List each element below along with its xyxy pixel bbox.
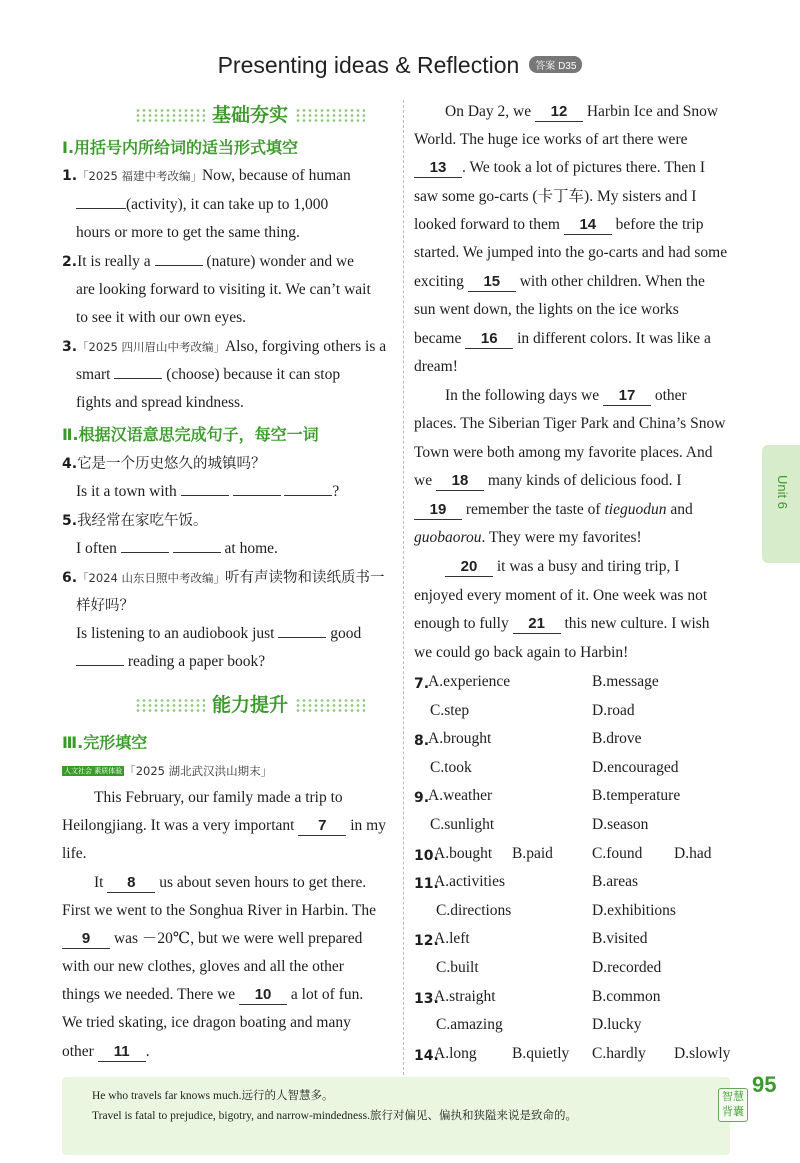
passage-italic: tieguodun bbox=[604, 501, 667, 518]
passage-line: First we went to the Songhua River in Harbin. The bbox=[62, 902, 376, 919]
q6-english-1 bbox=[76, 620, 396, 648]
q3-text-b: (choose) because it can stop bbox=[166, 366, 341, 383]
wisdom-bag-logo bbox=[718, 1088, 748, 1122]
passage-line bbox=[414, 211, 747, 239]
footer-quote-1: He who travels far knows much.远行的人智慧多。 bbox=[92, 1090, 334, 1102]
q2-text-a: It is really a bbox=[77, 253, 151, 270]
blank-13[interactable]: 13 bbox=[414, 159, 462, 178]
option-row bbox=[414, 782, 754, 811]
passage-text: and bbox=[670, 501, 693, 518]
option-b[interactable]: B.temperature bbox=[592, 787, 681, 805]
option-a[interactable]: A.weather bbox=[428, 787, 493, 805]
section-improve-label: 能力提升 bbox=[211, 694, 288, 716]
logo-line-1: 智慧 bbox=[722, 1090, 744, 1103]
blank-9[interactable]: 9 bbox=[62, 930, 110, 949]
q3-line1: Also, forgiving others is a bbox=[224, 338, 387, 355]
option-a[interactable]: A.activities bbox=[434, 873, 506, 891]
passage-line: sun went down, the lights on the ice works bbox=[414, 301, 679, 318]
passage-line bbox=[445, 98, 747, 126]
page-title bbox=[0, 52, 800, 79]
section-improve-heading bbox=[100, 690, 400, 717]
option-row bbox=[414, 1011, 754, 1040]
blank-8[interactable]: 8 bbox=[107, 874, 155, 893]
blank-7[interactable]: 7 bbox=[298, 817, 346, 836]
question-4 bbox=[62, 450, 266, 478]
passage-line bbox=[414, 610, 747, 638]
q5-blank-1[interactable] bbox=[121, 552, 169, 553]
option-b[interactable]: B.areas bbox=[592, 873, 639, 891]
q6-chinese-2 bbox=[76, 592, 134, 620]
option-b[interactable]: B.drove bbox=[592, 730, 642, 748]
passage-line: This February, our family made a trip to bbox=[94, 789, 343, 806]
footer-quote-2: Travel is fatal to prejudice, bigotry, and narrow-mindedness.旅行对偏见、偏执和狭隘来说是致命的。 bbox=[92, 1110, 577, 1122]
blank-12[interactable]: 12 bbox=[535, 103, 583, 122]
option-number: 13. bbox=[414, 990, 439, 1007]
passage-text: was －20℃, but we were well prepared bbox=[113, 930, 363, 947]
blank-10[interactable]: 10 bbox=[239, 986, 287, 1005]
passage-line bbox=[414, 325, 747, 353]
q6-english-2 bbox=[76, 648, 265, 676]
q5-text-b: at home. bbox=[224, 540, 278, 557]
blank-16[interactable]: 16 bbox=[465, 330, 513, 349]
question-1 bbox=[62, 162, 396, 190]
q1-blank[interactable] bbox=[76, 208, 126, 209]
passage-text: Heilongjiang. It was a very important bbox=[62, 817, 295, 834]
passage-line bbox=[414, 154, 747, 182]
option-row bbox=[414, 697, 754, 726]
page-number: 95 bbox=[752, 1072, 777, 1097]
options-list bbox=[414, 668, 754, 1068]
q1-source-tag: 「2025 福建中考改编」 bbox=[77, 169, 202, 183]
q6-text-a: Is listening to an audiobook just bbox=[76, 625, 275, 642]
option-a[interactable]: A.experience bbox=[428, 673, 511, 690]
option-number: 12. bbox=[414, 933, 439, 950]
passage-text: . bbox=[145, 1043, 150, 1060]
option-c[interactable]: C.amazing bbox=[436, 1016, 503, 1034]
q5-blank-2[interactable] bbox=[173, 552, 221, 553]
option-row bbox=[414, 983, 754, 1012]
q1-line2-text: (activity), it can take up to 1,000 bbox=[126, 196, 329, 213]
q4-chinese: 它是一个历史悠久的城镇吗？ bbox=[77, 456, 266, 472]
dots-decor-right-2 bbox=[295, 698, 365, 714]
passage-line bbox=[62, 981, 396, 1009]
passage-text: Harbin Ice and Snow bbox=[586, 103, 719, 120]
option-number: 14. bbox=[414, 1047, 439, 1064]
passage-text: It bbox=[94, 874, 104, 891]
q6-source-tag: 「2024 山东日照中考改编」 bbox=[77, 571, 225, 585]
passage-text: exciting bbox=[414, 273, 464, 290]
q3-blank[interactable] bbox=[114, 378, 162, 379]
q1-line1: Now, because of human bbox=[201, 167, 351, 184]
blank-17[interactable]: 17 bbox=[603, 387, 651, 406]
part3-source-tag: 「2025 湖北武汉洪山期末」 bbox=[124, 764, 273, 778]
passage-text: with other children. When the bbox=[519, 273, 705, 290]
passage-line: life. bbox=[62, 845, 87, 862]
option-number: 7. bbox=[414, 676, 430, 692]
blank-20[interactable]: 20 bbox=[445, 558, 493, 577]
q2-text-b: (nature) wonder and we bbox=[206, 253, 355, 270]
option-d[interactable]: D.recorded bbox=[592, 958, 662, 976]
question-5 bbox=[62, 507, 208, 535]
q4-blank-3[interactable] bbox=[284, 495, 332, 496]
option-d[interactable]: D.exhibitions bbox=[592, 901, 676, 919]
blank-21[interactable]: 21 bbox=[513, 615, 561, 634]
passage-text: On Day 2, we bbox=[445, 103, 532, 120]
passage-line bbox=[62, 812, 396, 840]
q5-chinese: 我经常在家吃午饭。 bbox=[77, 513, 208, 529]
passage-italic: guobaorou bbox=[414, 529, 482, 546]
q1-line3: hours or more to get the same thing. bbox=[76, 224, 300, 241]
passage-text: things we needed. There we bbox=[62, 986, 236, 1003]
option-number: 11. bbox=[414, 876, 439, 893]
option-row bbox=[414, 668, 754, 697]
passage-line: started. We jumped into the go-carts and had some bbox=[414, 244, 728, 261]
option-row bbox=[414, 925, 754, 954]
option-a[interactable]: A.brought bbox=[428, 730, 492, 748]
blank-15[interactable]: 15 bbox=[468, 273, 516, 292]
option-b[interactable]: B.visited bbox=[592, 930, 648, 948]
blank-18[interactable]: 18 bbox=[436, 472, 484, 491]
blank-14[interactable]: 14 bbox=[564, 216, 612, 235]
part2-heading: Ⅱ.根据汉语意思完成句子，每空一词 bbox=[62, 425, 319, 444]
q4-end: ? bbox=[332, 483, 340, 500]
q1-number: 1. bbox=[62, 168, 78, 184]
q6-blank-2[interactable] bbox=[76, 665, 124, 666]
passage-line: enjoyed every moment of it. One week was not bbox=[414, 587, 708, 604]
blank-19[interactable]: 19 bbox=[414, 501, 462, 520]
option-row bbox=[414, 840, 754, 869]
option-b[interactable]: B.common bbox=[592, 987, 661, 1005]
passage-text: we bbox=[414, 472, 433, 489]
passage-text: enough to fully bbox=[414, 615, 509, 632]
option-row bbox=[414, 754, 754, 783]
part3-heading: Ⅲ.完形填空 bbox=[62, 733, 148, 752]
q2-num: 2. bbox=[62, 254, 78, 270]
option-a[interactable]: A.bought bbox=[434, 844, 493, 862]
option-d[interactable]: D.had bbox=[674, 844, 712, 862]
q6-text-b: good bbox=[330, 625, 362, 642]
passage-text: . We took a lot of pictures there. Then I bbox=[462, 159, 706, 176]
passage-text: it was a busy and tiring trip, I bbox=[496, 558, 680, 575]
answer-badge[interactable]: 答案 D35 bbox=[529, 56, 582, 73]
passage-line: World. The huge ice works of art there were bbox=[414, 131, 688, 148]
option-row bbox=[414, 811, 754, 840]
page-title-text: Presenting ideas & Reflection bbox=[217, 52, 520, 78]
option-c[interactable]: C.sunlight bbox=[430, 815, 495, 833]
passage-line bbox=[414, 524, 642, 552]
footer-quotes bbox=[62, 1077, 730, 1155]
q5-number: 5. bbox=[62, 513, 78, 529]
logo-line-2: 背囊 bbox=[722, 1105, 744, 1118]
q4-blank-2[interactable] bbox=[233, 495, 281, 496]
passage-text: other bbox=[62, 1043, 94, 1060]
passage-line: places. The Siberian Tiger Park and China’s Snow bbox=[414, 415, 726, 432]
dots-decor-right bbox=[295, 108, 365, 124]
option-c[interactable]: C.hardly bbox=[592, 1044, 646, 1062]
dots-decor-left bbox=[135, 108, 205, 124]
unit-tab-label: Unit 6 bbox=[775, 475, 790, 509]
q3-line3: fights and spread kindness. bbox=[76, 394, 244, 411]
part3-source bbox=[62, 762, 272, 780]
q4-text: Is it a town with bbox=[76, 483, 177, 500]
q2-blank[interactable] bbox=[155, 265, 203, 266]
column-divider bbox=[403, 100, 404, 1075]
q3-number: 3. bbox=[62, 339, 78, 355]
passage-line: Town were both among my favorite places. And bbox=[414, 444, 713, 461]
dots-decor-left-2 bbox=[135, 698, 205, 714]
passage-line bbox=[414, 467, 747, 495]
option-b[interactable]: B.quietly bbox=[512, 1044, 570, 1062]
passage-line bbox=[94, 869, 396, 897]
passage-text: . They were my favorites! bbox=[481, 529, 642, 546]
passage-text: before the trip bbox=[615, 216, 704, 233]
question-3 bbox=[62, 333, 396, 361]
passage-text: in different colors. It was like a bbox=[517, 330, 711, 347]
q3-source-tag: 「2025 四川眉山中考改编」 bbox=[77, 340, 225, 354]
passage-line: We tried skating, ice dragon boating and many bbox=[62, 1014, 351, 1031]
option-b[interactable]: B.message bbox=[592, 673, 659, 690]
passage-text: a lot of fun. bbox=[290, 986, 364, 1003]
option-d[interactable]: D.lucky bbox=[592, 1016, 642, 1034]
option-row bbox=[414, 868, 754, 897]
passage-line bbox=[62, 925, 396, 953]
passage-line bbox=[62, 1038, 150, 1066]
option-d[interactable]: D.encouraged bbox=[592, 758, 679, 776]
question-6 bbox=[62, 564, 402, 592]
q6-chinese-1: 听有声读物和读纸质书一 bbox=[224, 570, 385, 586]
option-a[interactable]: A.straight bbox=[434, 987, 496, 1005]
q1-line2 bbox=[76, 191, 328, 219]
passage-text: became bbox=[414, 330, 462, 347]
option-d[interactable]: D.road bbox=[592, 701, 635, 719]
q6-number: 6. bbox=[62, 570, 78, 586]
q3-line2 bbox=[76, 361, 340, 389]
option-number: 8. bbox=[414, 733, 430, 750]
q2-line2: are looking forward to visiting it. We can’t wait bbox=[76, 281, 371, 298]
option-number: 10. bbox=[414, 847, 439, 864]
q6-chinese-2-text: 样好吗？ bbox=[76, 598, 134, 614]
option-c[interactable]: C.step bbox=[430, 701, 470, 719]
q2-line3: to see it with our own eyes. bbox=[76, 309, 247, 326]
q4-number: 4. bbox=[62, 456, 78, 472]
passage-text: many kinds of delicious food. I bbox=[487, 472, 682, 489]
passage-text: us about seven hours to get there. bbox=[159, 874, 367, 891]
passage-line: we could go back again to Harbin! bbox=[414, 644, 629, 661]
passage-line bbox=[445, 382, 747, 410]
option-c[interactable]: C.took bbox=[430, 758, 472, 776]
q5-text-a: I often bbox=[76, 540, 117, 557]
option-row bbox=[414, 954, 754, 983]
option-c[interactable]: C.directions bbox=[436, 901, 512, 919]
q4-english bbox=[76, 478, 339, 506]
section-basic-label: 基础夯实 bbox=[211, 104, 288, 126]
part1-heading: Ⅰ.用括号内所给词的适当形式填空 bbox=[62, 138, 299, 157]
passage-line bbox=[445, 553, 747, 581]
passage-text: this new culture. I wish bbox=[564, 615, 710, 632]
passage-text: looked forward to them bbox=[414, 216, 560, 233]
passage-text: remember the taste of bbox=[465, 501, 601, 518]
option-number: 9. bbox=[414, 790, 430, 807]
blank-11[interactable]: 11 bbox=[98, 1043, 146, 1062]
passage-line: dream! bbox=[414, 358, 458, 375]
passage-text: In the following days we bbox=[445, 387, 600, 404]
option-row bbox=[414, 897, 754, 926]
unit-tab[interactable] bbox=[762, 445, 800, 563]
option-row bbox=[414, 725, 754, 754]
passage-line: saw some go-carts (卡丁车). My sisters and I bbox=[414, 188, 697, 205]
passage-text: in my bbox=[350, 817, 386, 834]
option-a[interactable]: A.left bbox=[434, 930, 470, 948]
passage-line bbox=[414, 496, 747, 524]
humanities-badge: 人文社会 素质体验 bbox=[64, 767, 123, 776]
q2-line1 bbox=[62, 248, 396, 276]
option-b[interactable]: B.paid bbox=[512, 844, 553, 862]
q6-text-c: reading a paper book? bbox=[127, 653, 266, 670]
passage-text: other bbox=[654, 387, 687, 404]
section-basic-heading bbox=[100, 100, 400, 127]
option-row bbox=[414, 1040, 754, 1069]
option-a[interactable]: A.long bbox=[434, 1044, 477, 1062]
passage-line: with our new clothes, gloves and all the other bbox=[62, 958, 344, 975]
q4-blank-1[interactable] bbox=[181, 495, 229, 496]
option-d[interactable]: D.slowly bbox=[674, 1044, 731, 1062]
option-d[interactable]: D.season bbox=[592, 815, 649, 833]
q3-text-a: smart bbox=[76, 366, 111, 383]
option-c[interactable]: C.found bbox=[592, 844, 643, 862]
option-c[interactable]: C.built bbox=[436, 958, 479, 976]
q5-english bbox=[76, 535, 278, 563]
passage-line bbox=[414, 268, 747, 296]
q6-blank-1[interactable] bbox=[278, 637, 326, 638]
